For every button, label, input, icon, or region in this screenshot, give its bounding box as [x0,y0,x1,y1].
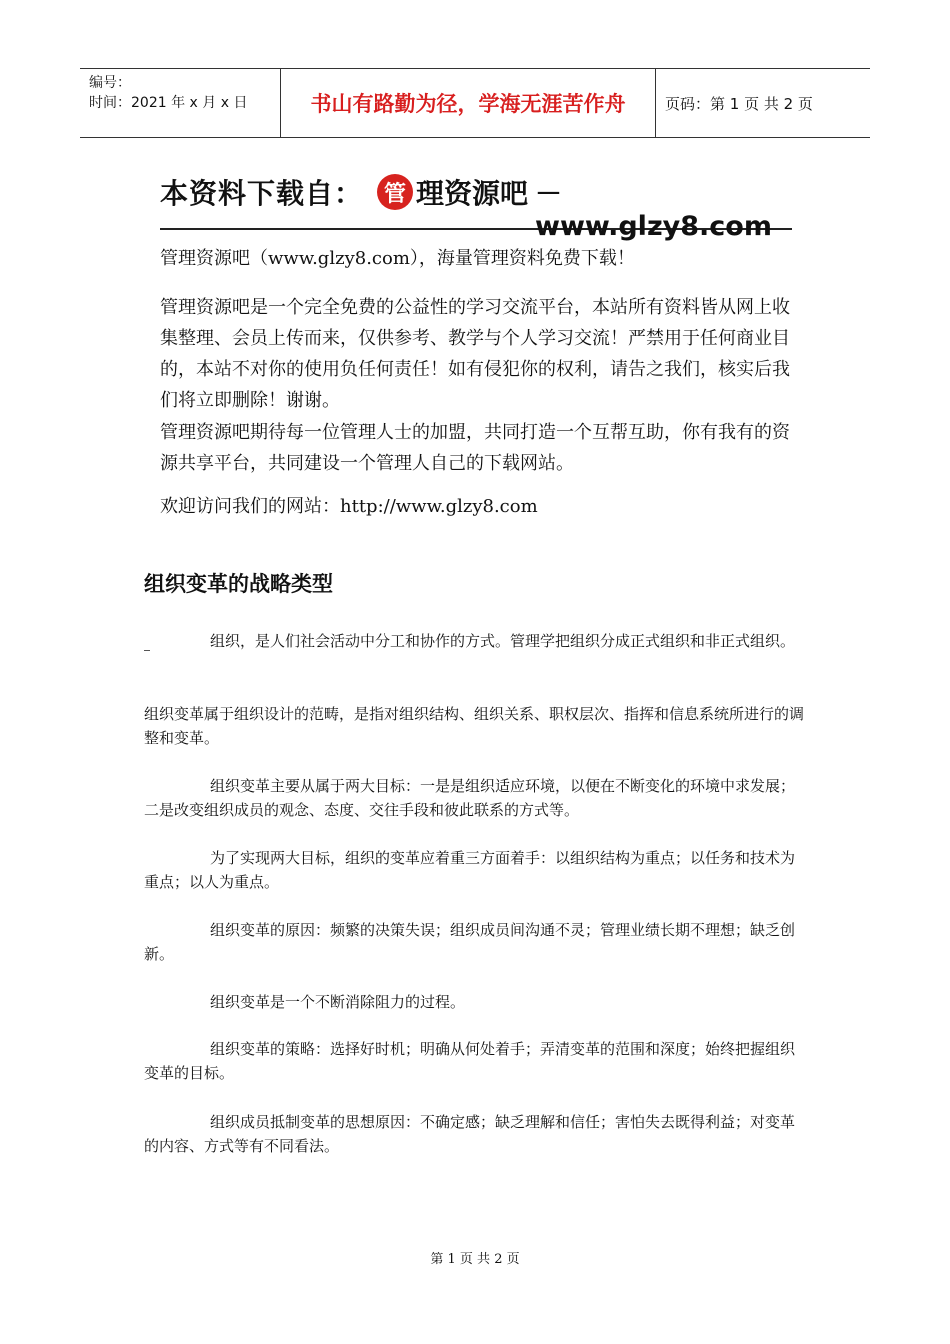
number-label: 编号： [89,75,131,91]
site-logo-icon: 管 [377,174,413,210]
header-table [80,68,870,138]
header-meta-cell [80,69,281,137]
source-banner [160,168,792,242]
article-paragraph: 组织成员抵制变革的思想原因：不确定感；缺乏理解和信任；害怕失去既得利益；对变革的内容、方式等有不同看法。 [144,1113,796,1155]
article-title: 组织变革的战略类型 [144,572,333,596]
article-paragraph: 组织变革属于组织设计的范畴，是指对组织结构、组织关系、职权层次、指挥和信息系统所进行的调整和变革。 [144,705,805,747]
page-label: 页码：第 1 页 共 2 页 [665,94,813,113]
notice-website-line[interactable]: 欢迎访问我们的网站：http://www.glzy8.com [160,496,538,517]
article-paragraph: 组织变革的原因：频繁的决策失误；组织成员间沟通不灵；管理业绩长期不理想；缺乏创新。 [144,921,796,963]
banner-prefix: 本资料下载自： [160,177,364,210]
notice-line-1: 管理资源吧（www.glzy8.com），海量管理资料免费下载！ [160,248,635,269]
banner-site-url[interactable]: － www.glzy8.com [535,179,772,242]
article-paragraph: 组织变革主要从属于两大目标：一是是组织适应环境，以便在不断变化的环境中求发展；二是改变组织成员的观念、态度、交往手段和彼此联系的方式等。 [144,777,796,819]
article-paragraph: 组织变革的策略：选择好时机；明确从何处着手；弄清变革的范围和深度；始终把握组织变革的目标。 [144,1040,796,1082]
header-motto-cell [281,69,656,137]
time-label: 时间：2021 年 x 月 x 日 [89,95,248,111]
motto-text: 书山有路勤为径，学海无涯苦作舟 [310,91,626,116]
notice-paragraph-3: 管理资源吧期待每一位管理人士的加盟，共同打造一个互帮互助，你有我有的资源共享平台，共同建设一个管理人自己的下载网站。 [160,422,790,474]
page-footer: 第 1 页 共 2 页 [430,1252,520,1267]
article-paragraph: 组织变革是一个不断消除阻力的过程。 [210,993,466,1011]
article-paragraph: 组织，是人们社会活动中分工和协作的方式。管理学把组织分成正式组织和非正式组织。 [210,632,796,650]
notice-paragraph-2: 管理资源吧是一个完全免费的公益性的学习交流平台，本站所有资料皆从网上收集整理、会员上传而来，仅供参考、教学与个人学习交流！严禁用于任何商业目的，本站不对你的使用负任何责任！如有侵犯你的权利，请告之我们，核实后我们将立即删除！谢谢。 [160,297,790,411]
article-paragraph: 为了实现两大目标，组织的变革应着重三方面着手：以组织结构为重点；以任务和技术为重点；以人为重点。 [144,849,796,891]
header-page-cell [656,69,870,137]
banner-site-name: 理资源吧 [416,177,529,210]
